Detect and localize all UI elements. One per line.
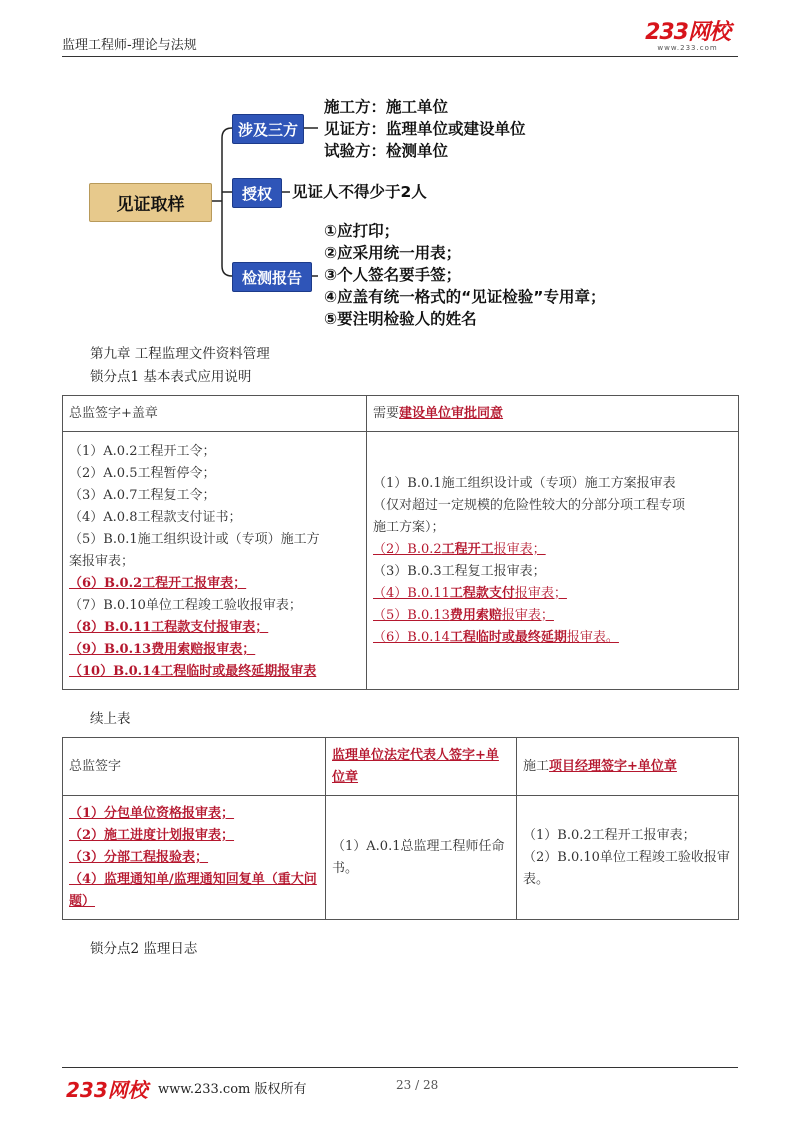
- chapter-title: 第九章 工程监理文件资料管理: [90, 346, 270, 362]
- table1-left-cell: [63, 432, 367, 690]
- table2-header-2: 监理单位法定代表人签字+单位章: [326, 738, 517, 796]
- list-item: （5）B.0.1施工组织设计或（专项）施工方: [69, 531, 320, 547]
- table1-header-left: 总监签字+盖章: [63, 396, 367, 432]
- footer-divider: [62, 1067, 738, 1068]
- mindmap-item: ③个人签名要手签；: [324, 266, 462, 284]
- list-item: （仅对超过一定规模的危险性较大的分部分项工程专项: [373, 497, 686, 513]
- mindmap-item: ②应采用统一用表；: [324, 244, 462, 262]
- logo-text: 233网校: [645, 20, 730, 45]
- list-item: （2）B.0.10单位工程竣工验收报审表。: [523, 849, 730, 887]
- table2-header-1: 总监签字: [63, 738, 326, 796]
- mindmap-authorize-list: [292, 181, 427, 203]
- list-item: （5）B.0.13费用索赔报审表；: [373, 607, 554, 623]
- list-item: （3）A.0.7工程复工令；: [69, 487, 216, 503]
- list-item: （3）B.0.3工程复工报审表；: [373, 563, 546, 579]
- list-item-highlight: （8）B.0.11工程款支付报审表；: [69, 619, 269, 635]
- mindmap-item: ①应打印；: [324, 222, 400, 240]
- list-item-highlight: （1）分包单位资格报审表；: [69, 805, 235, 821]
- mindmap-item: ④应盖有统一格式的“见证检验”专用章；: [324, 288, 606, 306]
- list-item: 施工方案）；: [373, 519, 445, 535]
- mindmap-item: 见证人不得少于2人: [292, 183, 427, 201]
- mindmap-parties-list: [324, 96, 526, 162]
- mindmap-item: 施工方：施工单位: [324, 98, 449, 116]
- table2-cell-2: （1）A.0.1总监理工程师任命书。: [326, 796, 517, 920]
- highlight-text: 建设单位审批同意: [399, 405, 504, 421]
- section-title-point1: 锁分点1 基本表式应用说明: [90, 369, 252, 385]
- list-item: （1）B.0.1施工组织设计或（专项）施工方案报审表: [373, 475, 676, 491]
- list-item: （1）A.0.2工程开工令；: [69, 443, 216, 459]
- mindmap-node-report: 检测报告: [232, 262, 312, 292]
- table2-cell-1: [63, 796, 326, 920]
- list-item: （4）B.0.11工程款支付报审表；: [373, 585, 567, 601]
- logo-url: www.233.com: [657, 44, 718, 52]
- form-usage-table-continued: [62, 737, 739, 920]
- list-item: （4）A.0.8工程款支付证书；: [69, 509, 242, 525]
- mindmap-node-authorize: 授权: [232, 178, 282, 208]
- mindmap-item: 见证方：监理单位或建设单位: [324, 120, 526, 138]
- list-item-highlight: （10）B.0.14工程临时或最终延期报审表: [69, 663, 317, 679]
- mindmap-node-parties: 涉及三方: [232, 114, 304, 144]
- mindmap-report-list: [324, 220, 606, 330]
- list-item: （1）B.0.2工程开工报审表；: [523, 827, 696, 843]
- section-title-point2: 锁分点2 监理日志: [90, 941, 198, 957]
- mindmap-root-node: 见证取样: [89, 183, 212, 222]
- list-item-highlight: （4）监理通知单/监理通知回复单（重大问题）: [69, 871, 317, 909]
- document-header-title: 监理工程师-理论与法规: [62, 38, 197, 53]
- list-item: （2）A.0.5工程暂停令；: [69, 465, 216, 481]
- list-item: （6）B.0.14工程临时或最终延期报审表。: [373, 629, 619, 645]
- table2-cell-3: [517, 796, 739, 920]
- mindmap-item: 试验方：检测单位: [324, 142, 449, 160]
- continued-label: 续上表: [90, 711, 131, 727]
- table1-header-right: 需要建设单位审批同意: [367, 396, 739, 432]
- footer-logo: 233网校: [66, 1078, 148, 1102]
- table1-right-cell: [367, 432, 739, 690]
- page-number: 23 / 28: [396, 1078, 439, 1092]
- list-item-highlight: （9）B.0.13费用索赔报审表；: [69, 641, 256, 657]
- list-item-highlight: （2）施工进度计划报审表；: [69, 827, 235, 843]
- list-item-highlight: （3）分部工程报验表；: [69, 849, 209, 865]
- table2-header-3: 施工项目经理签字+单位章: [517, 738, 739, 796]
- footer-copyright: www.233.com 版权所有: [158, 1082, 307, 1097]
- list-item: 案报审表；: [69, 553, 135, 569]
- form-usage-table: [62, 395, 739, 690]
- list-item: （2）B.0.2工程开工报审表；: [373, 541, 546, 557]
- list-item: （7）B.0.10单位工程竣工验收报审表；: [69, 597, 302, 613]
- list-item-highlight: （6）B.0.2工程开工报审表；: [69, 575, 247, 591]
- mindmap-item: ⑤要注明检验人的姓名: [324, 310, 477, 328]
